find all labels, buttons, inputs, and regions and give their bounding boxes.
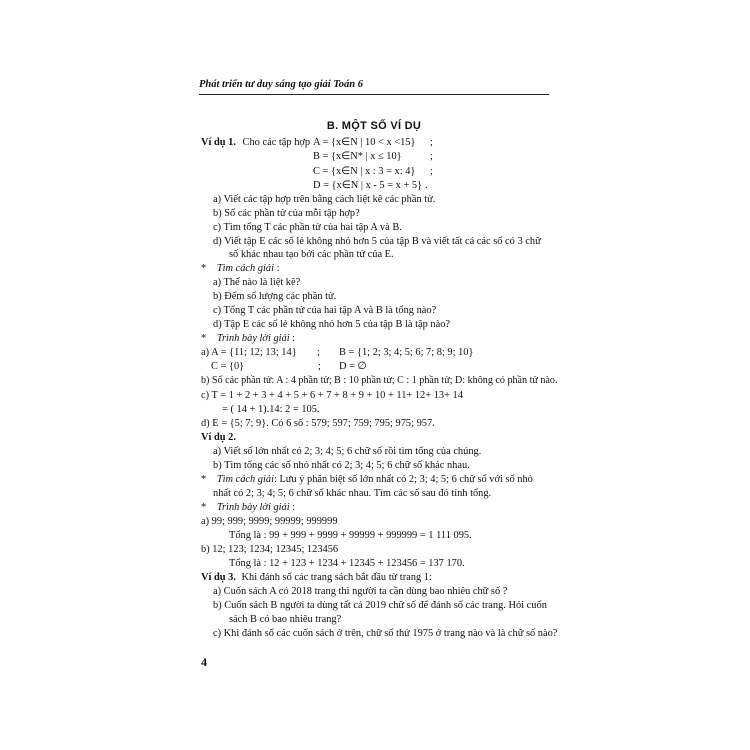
ex1-intro: Cho các tập hợp <box>242 137 311 148</box>
ex1-question: d) Viết tập E các số lẻ không nhỏ hơn 5 của tập B và viết tất cả các số có 3 chữ <box>213 236 541 247</box>
set-d: D = {x∈N | x - 5 = x + 5} <box>313 180 423 191</box>
set-c: C = {x∈N | x : 3 = x: 4} <box>313 166 416 177</box>
solution-colon: : <box>292 502 296 513</box>
set-b: B = {x∈N* | x ≤ 10} <box>313 151 402 162</box>
ex3-line <box>201 571 432 584</box>
sol-a-set-a: a) A = {11; 12; 13; 14} <box>201 347 297 358</box>
ex3-intro: Khi đánh số các trang sách bắt đầu từ trang 1: <box>241 572 432 583</box>
ex3-question: a) Cuốn sách A có 2018 trang thì người ta cần dùng bao nhiêu chữ số ? <box>213 586 508 597</box>
bullet-star: * <box>201 502 207 513</box>
ex1-question: c) Tìm tổng T các phần tử của hai tập A và B. <box>213 222 402 233</box>
ex3-label: Ví dụ 3. <box>201 572 236 583</box>
ex1-hint: d) Tập E các số lẻ không nhỏ hơn 5 của tập B là tập nào? <box>213 319 451 330</box>
ex3-question: b) Cuốn sách B người ta dùng tất cả 2019 chữ số để đánh số các trang. Hỏi cuốn <box>213 600 547 611</box>
bullet-star: * <box>201 333 207 344</box>
solution-label: Trình bày lời giải <box>216 333 290 344</box>
hint-label: Tìm cách giải <box>216 474 274 485</box>
ex1-hint: b) Đếm số lượng các phần tử. <box>213 291 337 302</box>
ex2-sol-b: b) 12; 123; 1234; 12345; 123456 <box>201 544 339 555</box>
ex3-question: sách B có bao nhiêu trang? <box>229 614 342 625</box>
sol-a-sep: ; <box>318 361 321 372</box>
ex1-solution-heading <box>201 332 295 345</box>
set-a: A = {x∈N | 10 < x <15} <box>313 137 416 148</box>
hint-text: : Lưu ý phân biệt số lớn nhất có 2; 3; 4; 5; 6 chữ số với số nhỏ <box>273 474 533 485</box>
sol-d: d) E = {5; 7; 9}. Có 6 số : 579; 597; 759; 795; 975; 957. <box>201 418 435 429</box>
ex2-label: Ví dụ 2. <box>201 432 236 443</box>
ex1-question: a) Viết các tập hợp trên bằng cách liệt kê các phần tử. <box>213 194 436 205</box>
sol-c-cont: = ( 14 + 1).14: 2 = 105. <box>222 404 320 415</box>
sol-a-set-c: C = {0} <box>211 361 245 372</box>
ex2-question: b) Tìm tổng các số nhỏ nhất có 2; 3; 4; 5; 6 chữ số khác nhau. <box>213 460 470 471</box>
ex2-solution-heading <box>201 501 295 514</box>
sol-a-set-b: B = {1; 2; 3; 4; 5; 6; 7; 8; 9; 10} <box>339 347 474 358</box>
ex1-hint: a) Thế nào là liệt kê? <box>213 277 301 288</box>
sol-a-sep: ; <box>317 347 320 358</box>
ex1-hint-heading <box>201 262 279 275</box>
running-header: Phát triển tư duy sáng tạo giải Toán 6 <box>199 79 364 90</box>
sol-c: c) T = 1 + 2 + 3 + 4 + 5 + 6 + 7 + 8 + 9 + 10 + 11+ 12+ 13+ 14 <box>201 390 463 401</box>
ex2-hint-cont: nhất có 2; 3; 4; 5; 6 chữ số khác nhau. Tìm các số sau đó tính tổng. <box>213 488 492 499</box>
section-title: B. MỘT SỐ VÍ DỤ <box>326 120 422 132</box>
hint-colon: : <box>276 263 280 274</box>
ex1-hint: c) Tổng T các phần tử của hai tập A và B là tổng nào? <box>213 305 437 316</box>
hint-label: Tìm cách giải <box>216 263 274 274</box>
bullet-star: * <box>201 474 207 485</box>
bullet-star: * <box>201 263 207 274</box>
sol-a-set-d: D = ∅ <box>339 361 367 372</box>
ex1-line <box>201 136 310 149</box>
ex2-sol-a: a) 99; 999; 9999; 99999; 999999 <box>201 516 338 527</box>
ex2-sol-b-sum: Tổng là : 12 + 123 + 1234 + 12345 + 123456 = 137 170. <box>229 558 465 569</box>
ex1-question: b) Số các phần tử của mỗi tập hợp? <box>213 208 360 219</box>
page-number: 4 <box>201 655 207 669</box>
set-a-end: ; <box>430 137 433 148</box>
ex1-label: Ví dụ 1. <box>201 137 236 148</box>
ex2-question: a) Viết số lớn nhất có 2; 3; 4; 5; 6 chữ số rồi tìm tổng của chúng. <box>213 446 482 457</box>
ex2-hint <box>201 473 533 486</box>
set-c-end: ; <box>430 166 433 177</box>
ex2-sol-a-sum: Tổng là : 99 + 999 + 9999 + 99999 + 999999 = 1 111 095. <box>229 530 472 541</box>
solution-label: Trình bày lời giải <box>216 502 290 513</box>
header-rule <box>199 94 549 95</box>
solution-colon: : <box>292 333 296 344</box>
set-b-end: ; <box>430 151 433 162</box>
set-d-end: . <box>425 180 428 191</box>
sol-b: b) Số các phần tử: A : 4 phần tử; B : 10 phần tử; C : 1 phần tử; D: không có phần tử nào. <box>201 375 558 386</box>
ex3-question: c) Khi đánh số các cuốn sách ở trên, chữ số thứ 1975 ở trang nào và là chữ số nào? <box>213 628 558 639</box>
ex1-question: số khác nhau tạo bởi các phần tử của E. <box>229 249 394 260</box>
